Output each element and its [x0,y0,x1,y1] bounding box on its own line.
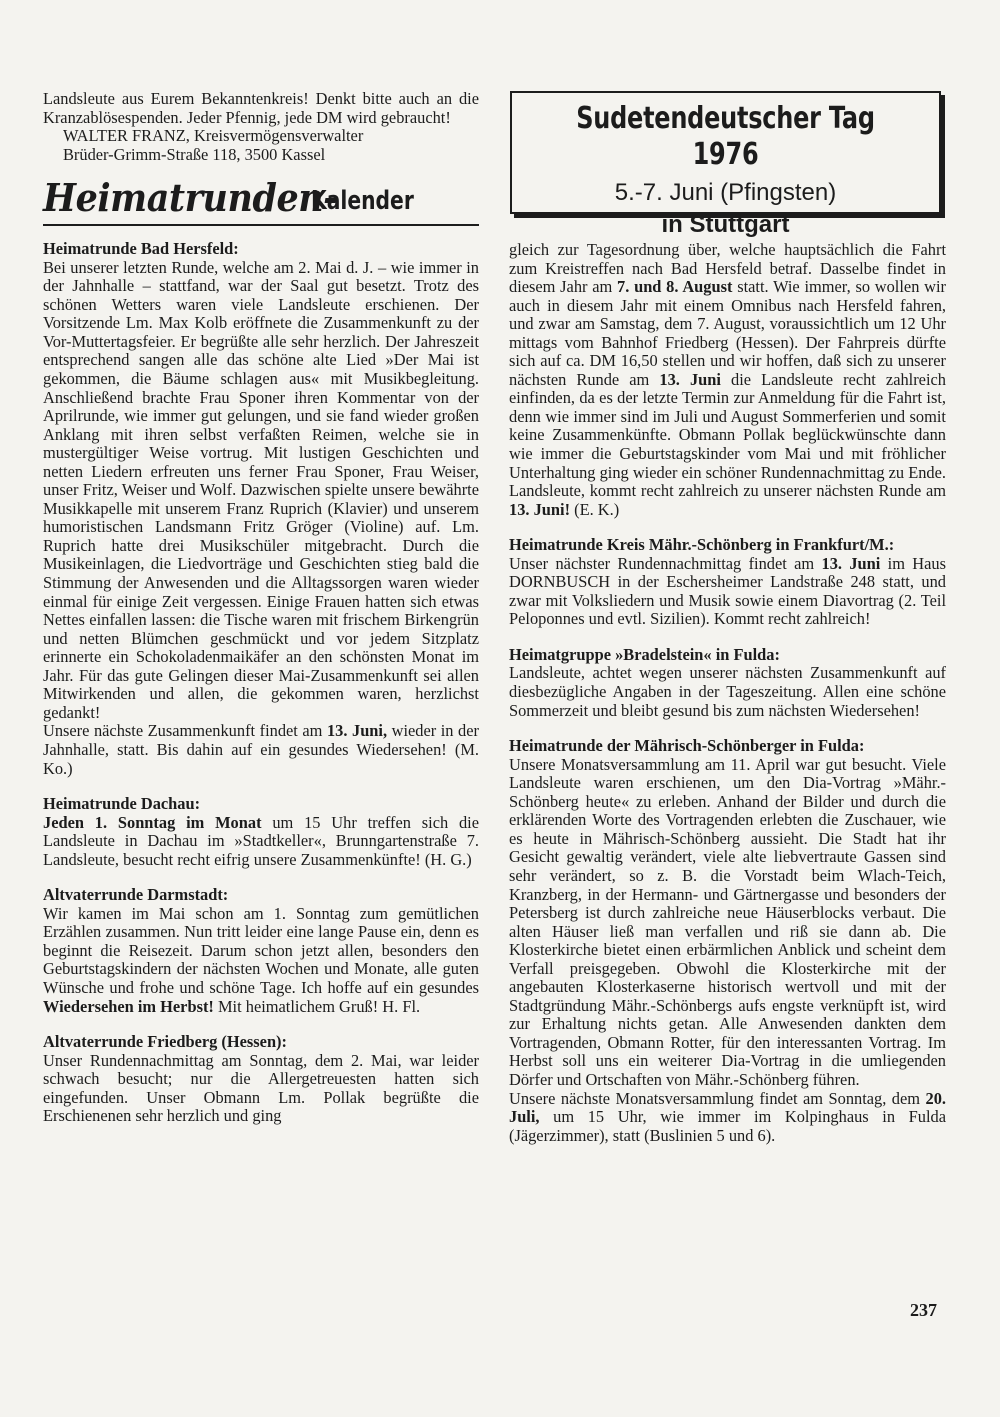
heading-dachau: Heimatrunde Dachau: [43,794,201,814]
heading-darmstadt: Altvaterrunde Darmstadt: [43,885,229,905]
text-frankfurt: Unser nächster Rundennachmittag findet am 13. Juni im Haus DORNBUSCH in der Eschersheimer Landstraße 248 statt, und zwar mit Volksliedern und Musik sowie einem Diavortrag (2. Teil Peloponnes und evtl. Sizilien). Kommt recht zahlreich! [509,553,946,629]
heading-bad-hersfeld: Heimatrunde Bad Hersfeld: [43,239,239,259]
closing-fulda: Unsere nächste Monatsversammlung findet am Sonntag, dem 20. Juli, um 15 Uhr, wie immer im Kolpinghaus in Fulda (Jägerzimmer), statt (Buslinien 5 und 6). [509,1088,946,1145]
section-title [43,176,479,226]
section-title-kalender: Kalender [311,186,414,217]
left-column [43,90,479,1126]
section-title-heimatrunden: Heimatrunden- [43,175,338,221]
text-bradelstein: Landsleute, achtet wegen unserer nächsten Zusammenkunft auf diesbezügliche Angaben in der Tageszeitung. Allen eine schöne Sommerzeit und bleibt gesund bis zum nächsten Wiedersehen! [509,663,946,720]
text-darmstadt: Wir kamen im Mai schon am 1. Sonntag zum gemütlichen Erzählen zusammen. Nun tritt leider eine lange Pause ein, denn es beginnt die Reisezeit. Darum schon jetzt allen, besonders den Geburtstagskindern der nächsten Wochen und Monate, alle guten Wünsche und frohe und schöne Tage. Ich hoffe auf ein gesundes Wiedersehen im Herbst! Mit heimatlichem Gruß! H. Fl. [43,903,479,1016]
signature-address: Brüder-Grimm-Straße 118, 3500 Kassel [63,144,326,164]
intro-paragraph: Landsleute aus Eurem Bekanntenkreis! Denkt bitte auch an die Kranzablösespenden. Jeder Pfennig, jede DM wird gebraucht! [43,89,479,127]
heading-bradelstein: Heimatgruppe »Bradelstein« in Fulda: [509,644,780,664]
event-title: Sudetendeutscher Tag 1976 [576,101,875,172]
heading-frankfurt: Heimatrunde Kreis Mähr.-Schönberg in Frankfurt/M.: [509,535,895,555]
text-friedberg-continued: gleich zur Tagesordnung über, welche hauptsächlich die Fahrt zum Kreistreffen nach Bad Hersfeld betraf. Dasselbe findet in diesem Jahr am 7. und 8. August statt. Wie immer, so wollen wir auch in diesem Jahr mit einem Omnibus nach Hersfeld fahren, und zwar am Samstag, dem 7. August, voraussichtlich um 12 Uhr mittags vom Bahnhof Friedberg (Hessen). Der Fahrpreis dürfte sich auf ca. DM 16,50 stellen und wir hoffen, daß sich zu unserer nächsten Runde am 13. Juni die Landsleute recht zahlreich einfinden, da es der letzte Termin zur Anmeldung für die Fahrt ist, denn wie immer sind im Juli und August Sommerferien und somit keine Zusammenkünfte. Obmann Pollak beglückwünschte dann wie immer die Geburtstagskinder vom Mai und mit fröhlicher Unterhaltung ging wieder ein schöner Rundennachmittag zu Ende. Landsleute, kommt recht zahlreich zu unserer nächsten Runde am 13. Juni! (E. K.) [509,240,946,519]
text-friedberg: Unser Rundennachmittag am Sonntag, dem 2. Mai, war leider schwach besucht; nur die Allergetreuesten hatten sich eingefunden. Unser Obmann Lm. Pollak begrüßte die Erschienenen sehr herzlich und ging [43,1050,479,1126]
heading-fulda: Heimatrunde der Mährisch-Schönberger in Fulda: [509,736,865,756]
text-bad-hersfeld: Bei unserer letzten Runde, welche am 2. Mai d. J. – wie immer in der Jahnhalle – stattfand, war der Saal gut besetzt. Trotz des schönen Wetters waren viele Landsleute erschienen. Der Vorsitzende Lm. Max Kolb eröffnete die Zusammenkunft zu der Vor-Muttertagsfeier. Er begrüßte alle sehr herzlich. Der Jahreszeit entsprechend sangen alle das schöne alte Lied »Der Mai ist gekommen, die Bäume schlagen aus« mit Musikbegleitung. Anschließend brachte Frau Sponer ihren Kommentar von der Aprilrunde, wie immer gut gelungen, und sie fand wieder großen Anklang mit ihren selbst verfaßten Reimen, welche sie in mustergültiger Weise vortrug. Mit lustigen Geschichten und netten Liedern erfreuten uns ferner Frau Sponer, Frau Weiser, unser Fritz, Weiser und Wolf. Dazwischen spielte unsere bewährte Musikkapelle mit unserem Franz Ruprich (Klavier) und unserem humoristischen Landsmann Fritz Gröger (Violine) auf. Lm. Ruprich hatte drei Musikschüler mitgebracht. Durch die Musikeinlagen, die Liedvorträge und Geschichten stieg bald die Stimmung der Anwesenden und die Alltagssorgen waren wieder einmal für einige Zeit vergessen. Einige Frauen hatten sich etwas Nettes einfallen lassen: die Tische waren mit frischem Birkengrün und netten Blümchen geschmückt und vor jedem Sitzplatz erinnerte ein Schokoladenmaikäfer an den schönsten Monat im Jahr. Für das gute Gelingen dieser Mai-Zusammenkunft sei allen Mitwirkenden und allen, die gekommen waren, herzlichst gedankt! [43,257,479,722]
text-fulda: Unsere Monatsversammlung am 11. April war gut besucht. Viele Landsleute waren erschienen, um den Dia-Vortrag »Mähr.-Schönberg heute« zu erleben. Anhand der Bilder und durch die erklärenden Worte des Vortragenden erlebten die Zuschauer, wie es heute in Mährisch-Schönberg aussieht. Die Stadt hat ihr Gesicht gewaltig verändert, viele alte liebvertraute Gassen sind sehr verändert, so z. B. die Vorstadt beim Wlach-Teich, Kranzberg, in der Hermann- und Gärtnergasse und besonders der Petersberg ist durch zahlreiche neue Häuserblocks verbaut. Die alten Häuser ließ man verfallen und riß sie dann ab. Die Klosterkirche bietet einen erbärmlichen Anblick und scheint dem Verfall preisgegeben. Obwohl die Klosterkirche mit der angebauten Klosterkaserne historisch wertvoll und mit der Stadtgründung Mähr.-Schönbergs aufs engste verknüpft ist, wird zur Erhaltung nichts getan. Alle Anwesenden dankten dem Vortragenden, Obmann Rotter, für den interessanten Vortrag. Im Herbst soll uns ein weiterer Dia-Vortrag in die umliegenden Dörfer und Ortschaften von Mähr.-Schönberg führen. [509,754,946,1089]
event-place: in Stuttgart [661,211,790,238]
heading-friedberg: Altvaterrunde Friedberg (Hessen): [43,1032,287,1052]
right-column [509,241,946,1145]
page-number: 237 [910,1300,937,1320]
signature-name: WALTER FRANZ, Kreisvermögensverwalter [63,126,364,146]
closing-bad-hersfeld: Unsere nächste Zusammenkunft findet am 13. Juni, wieder in der Jahnhalle, statt. Bis dahin auf ein gesundes Wiedersehen! (M. Ko.) [43,721,479,778]
event-dates: 5.-7. Juni (Pfingsten) [614,179,837,206]
text-dachau: Jeden 1. Sonntag im Monat um 15 Uhr treffen sich die Landsleute in Dachau im »Stadtkeller«, Brunngartenstraße 7. Landsleute, besucht recht eifrig unsere Zusammenkünfte! (H. G.) [43,812,479,869]
event-announcement-box [510,91,941,238]
